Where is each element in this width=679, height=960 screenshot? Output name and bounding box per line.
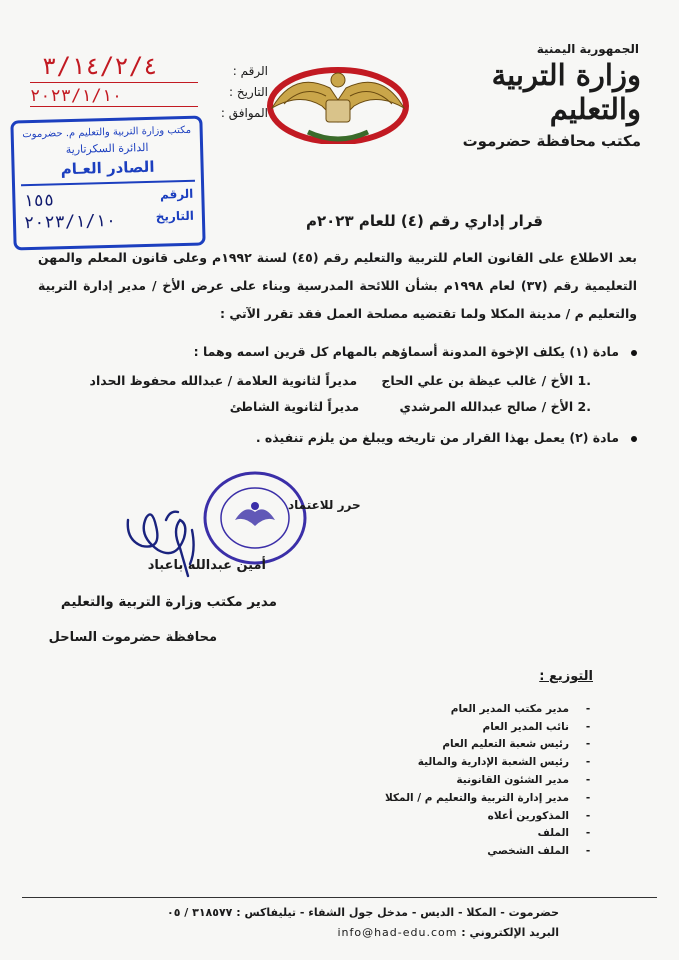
- distribution-list: [269, 700, 591, 860]
- list-item: - مدير الشئون القانونية: [456, 774, 591, 787]
- stamp-outgoing: الصادر العـام: [60, 157, 155, 179]
- email-link[interactable]: info@had-edu.com: [337, 926, 458, 939]
- stamp-department: الدائرة السكرتارية: [65, 140, 149, 157]
- list-item: - رئيس الشعبة الإدارية والمالية: [417, 756, 591, 769]
- decision-body: بعد الاطلاع على القانون العام للتربية والتعليم رقم (٤٥) لسنة ١٩٩٢م وعلى قانون المعلم والمهن التعليمية رقم (٣٧) لعام ١٩٩٨م بشأن اللائحة المدرسية وبناء على عرض الأخ / مدير إدارة التربية والتعليم م / مدينة المكلا ولما تقتضيه مصلحة العمل فقد تقرر الآتي :: [38, 250, 638, 321]
- article-2: مادة (٢) يعمل بهذا القرار من تاريخه ويبلغ من يلزم تنفيذه .: [256, 430, 637, 445]
- footer-address: حضرموت - المكلا - الديس - مدخل جول الشفاء - تيليفاكس : ٣١٨٥٧٧ / ٠٥: [166, 906, 559, 919]
- email-label: البريد الإلكتروني :: [461, 926, 559, 939]
- eagle-emblem-icon: [264, 60, 412, 144]
- date-label: التاريخ: [236, 85, 268, 99]
- list-item: - نائب المدير العام: [482, 720, 591, 733]
- corresponding-label: الموافق: [228, 106, 268, 120]
- signatory-governorate: محافظة حضرموت الساحل: [48, 630, 217, 645]
- ministry-title: وزارة التربية والتعليم: [491, 58, 641, 126]
- distribution-title: التوزيع :: [539, 669, 593, 684]
- list-item: - الملف الشخصي: [487, 845, 591, 858]
- outgoing-stamp: [10, 116, 205, 251]
- office-title: مكتب محافظة حضرموت: [462, 132, 641, 150]
- decision-title: قرار إداري رقم (٤) للعام ٢٠٢٣م: [306, 212, 543, 230]
- list-item: - الملف: [537, 827, 591, 840]
- assignment-2: .2 الأخ / صالح عبدالله المرشدي مديراً لثانوية الشاطئ: [229, 399, 591, 414]
- letterhead: [461, 42, 641, 150]
- number-label: الرقم: [240, 64, 268, 78]
- signatory-name: أمين عبدالله باعباد: [147, 558, 266, 573]
- closing-phrase: حرر للاعتماد: [288, 498, 361, 512]
- stamp-date-label: التاريخ: [155, 208, 195, 224]
- list-item: - مدير إدارة التربية والتعليم م / المكلا: [384, 791, 591, 804]
- list-item: - المذكورين أعلاه: [487, 809, 591, 822]
- bullet-icon: [631, 350, 637, 356]
- reference-date: ٢٠٢٣/١/١٠: [30, 86, 123, 106]
- list-item: - مدير مكتب المدير العام: [450, 702, 591, 715]
- footer-email-line: [337, 926, 559, 939]
- ministry-seal-icon: [200, 468, 310, 568]
- reference-labels: الرقم : التاريخ : الموافق :: [220, 64, 268, 120]
- stamp-number-label: الرقم: [159, 186, 194, 202]
- reference-number: ٣/١٤/٢/٤: [42, 52, 158, 80]
- footer-divider: [22, 897, 657, 898]
- stamp-number: ١٥٥: [23, 190, 55, 212]
- assignment-1: .1 الأخ / غالب عيظة بن علي الحاج مديراً لثانوية العلامة / عبدالله محفوظ الحداد: [89, 373, 591, 388]
- stamp-date: ٢٠٢٣/١/١٠: [23, 210, 117, 234]
- article-1: مادة (١) يكلف الإخوة المدونة أسماؤهم بالمهام كل قرين اسمه وهما :: [194, 344, 637, 359]
- stamp-office: مكتب وزارة التربية والتعليم م. حضرموت: [22, 124, 192, 141]
- signatory-position: مدير مكتب وزارة التربية والتعليم: [60, 594, 277, 610]
- list-item: - رئيس شعبة التعليم العام: [442, 738, 591, 751]
- bullet-icon: [631, 436, 637, 442]
- republic-title: الجمهورية اليمنية: [536, 42, 639, 56]
